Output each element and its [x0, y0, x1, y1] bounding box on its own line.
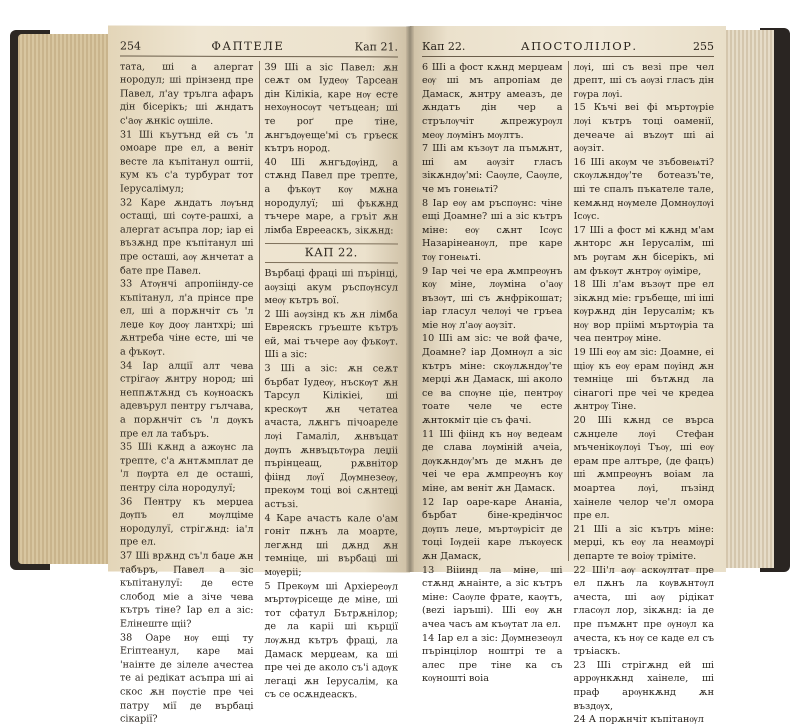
- verse: 4 Каре ачастъ кале о'ам гоніт пѫнъ ла моарте, легѫнд ші дѫнд ѫн темніцe, ші върбаці ші мѹеріі;: [264, 512, 398, 579]
- left-running-head: [120, 40, 398, 58]
- book-gutter: [406, 26, 414, 572]
- chapter-heading: КАП 22.: [265, 243, 399, 263]
- verse: лѹі, ші съ везі пре чел дрепт, ші съ аѹзі гласъ дін гѹра лѹі.: [573, 61, 714, 100]
- verse: 20 Ші кѫнд се върса сѫнџеле лѹі Стефан мъченікѹлѹі Тъѹ, ші еѹ ерам пре алтърe, (де фацъ) ші ѫмпреѹнъ воіам ла моартеа лѹі, пъзінд хаінеле челор че'л омора пре ел.: [573, 415, 714, 522]
- verse: 33 Атѹнчі апропіінду-се къпітанул, л'а прінсe пре ел, ші а порѫнчіт съ 'л лeџе кѹ доѹ лантхрі; ші ѫнтреба чіне есте, ші че а фъкѹт.: [120, 278, 254, 358]
- left-chapter-ref: Кап 21.: [354, 40, 398, 54]
- right-column-1: [422, 61, 563, 685]
- verse: 13 Вііинд ла міне, ші стѫнд ѫнаінте, а зіс кътръ міне: Саѹле фрате, каѹтъ, (веzі іаръші). Ші еѹ ѫн ачеа часъ ам къѹтат ла ел.: [422, 564, 563, 630]
- verse: 35 Ші кѫнд а ажѹнс ла трепте, с'а ѫнтѫмплат де 'л пѹрта ел де осташі, пентру сіла нородулуї;: [120, 441, 254, 494]
- verse: 2 Ші аѹзінд къ ѫн лімба Евреяскъ гръеште кътръ ей, маі тъчере аѹ фъкѹт. Ші а зіс:: [264, 308, 398, 361]
- left-column-2: [259, 61, 399, 701]
- page-edges-right: [724, 30, 774, 568]
- right-page-number: 255: [693, 40, 714, 53]
- verse: 16 Ші акѹм че зъбовеѩті? скѹлѫндѹ'те ботеазъ'те, ші тe спалъ пъкателе тале, кемѫнд нѹмеле Домнѹлѹі Ісѹс.: [573, 156, 714, 223]
- verse: 18 Ші л'ам възѹт пре ел зікѫнд міе: гръбеще, ші ішi кѹрѫнд дін Іерусалім; къ нѹ вор пріімі мъртѹріа та чеа пентрѹ міне.: [573, 279, 714, 345]
- verse: 40 Ші ѫнгъдѹінд, а стѫнд Павел пре трепте, а фъкѹт кѹ мѫна нородулуї; ші фъкѫнд тъчере маре, а гръіт ѫн лімба Еврееаскъ, зікѫнд:: [264, 156, 398, 237]
- verse: 10 Ші ам зіс: че вой фаче, Доамне? іар Домнѹл а зіс кътръ міне: скѹлѫндѹ'те мерџі ѫн Дамаск, ші аколо се ва спѹне цiе, пентрѹ тоате челе че есте ѫнтокміт цie съ фачі.: [422, 333, 563, 427]
- right-column-2: [568, 61, 715, 726]
- left-running-title: ФАПТЕЛЕ: [211, 38, 285, 54]
- verse: 37 Ші врѫнд съ'л бaџе ѫн табъръ, Павел а зіс къпітанулуї: де есте слобод міe а зіче чева кътръ тіне? Іар ел а зіс: Елінеште щіі?: [120, 550, 254, 630]
- verse: 31 Ші къутънд ей съ 'л омоаре пре ел, а веніт вeсте ла къпітанул оштіі, кум къ с'а турбурат тот Іерусалімул;: [120, 129, 254, 195]
- verse: 36 Пентру къ мерџеа дѹпъ ел мѹлціме нородулуї, стрігѫнд: іа'л пре ел.: [120, 496, 254, 549]
- right-running-title: АПОСТОЛІЛОР.: [520, 39, 638, 53]
- verse: 8 Іар еѹ ам ръспѹнс: чіне ещі Доамне? ші а зіс кътръ міне: еѹ сѫнт Ісѹс Назарінеанѹл, пре каре тѹ гонеѩті.: [422, 197, 563, 263]
- right-running-head: [422, 40, 714, 57]
- verse: 38 Оаре нѹ ещі ту Егіптеанул, каре маі 'наінте де зілеле ачестеа те аі редікат асъпра ші аі скос ѫн пѹстіe пре чеі патру мії де върбаці сікарії?: [120, 632, 254, 725]
- verse: тата, ші а алергат нородул; ші прінзенд пре Павел, л'ау трълга афаръ дін бісерікъ; ші ѫндатъ с'аѹ ѫнкіс ѹшіле.: [120, 61, 254, 127]
- verse: 17 Ші а фост мі кѫнд м'ам ѫнторс ѫн Іерусалім, ші мъ рѹгам ѫн бісерікъ, мі ам фъкѹт ѫнтрѹ ѹімірe,: [573, 224, 714, 277]
- verse: 39 Ші а зіс Павел: ѫн сеѫт ом Іудеѹ Тарсеан дін Кілікіа, каре нѹ есте нехѹносѹт четъцеан; ші те роґ пре тіне, ѫнгъдѹеще'мі съ гръеск кътръ нород.: [264, 61, 398, 155]
- verse: 15 Къчі веі фі мъртѹріе лѹі кътръ тоці оаменії, дечеаче аі въzѹт ші аі аѹзіт.: [573, 102, 714, 155]
- verse: 14 Іар ел а зіс: Дѹмнезеѹл пърінцілор ноштрі те а алес пре тіне ка съ кѹноштi вoіа: [422, 632, 563, 685]
- verse: 21 Ші а зіс кътръ міне: мерџі, къ еѹ ла нeамѹрі департе те воіѹ трімітe.: [573, 523, 714, 562]
- page-edges-left: [18, 34, 110, 564]
- verse: 9 Іар чеі че ера ѫмпреѹнъ кѹ міне, лѹміна о'аѹ възѹт, ші съ ѫнфрікошат; іар гласул челѹі че гръеа міе нѹ л'аѹ аѹзіт.: [422, 265, 563, 331]
- right-page: [410, 26, 726, 726]
- verse: 24 А порѫнчіт къпітанѹл: [573, 714, 704, 726]
- verse: 32 Каре ѫндатъ лѹънд остащі, ші сѹте-рашхі, а алергат асъпра лор; іар еі възѫнд пре къпітанул ші пре осташі, аѹ ѫнчетат а бате пре Павел.: [120, 197, 254, 277]
- left-page-number: 254: [120, 39, 141, 53]
- verse: 19 Ші еѹ ам зіс: Доамне, еі щіѹ къ еѹ ерам пѹінд ѫн темніце ші бътѫнд ла сінагогі пре чеі че кредеа ѫнтрѹ Тіне.: [573, 347, 714, 413]
- open-book: [10, 24, 790, 726]
- verse: 3 Ші а зіс: ѫн сеѫт бърбат Іудеѹ, нъскѹт ѫн Тарсул Кілікіеі, ші крескѹт ѫн четатеа ачаста, лѫнгъ пічоареле лѹі Гамаліл, ѫнвъцат дѹпъ ѫнвъцътѹра лeџii пърінцеащ, рѫвнітор фіінд лѹї Дѹмнезеѹ, прекѹм тоці воі сѫнтеці астъзі.: [264, 363, 398, 511]
- left-page: [108, 25, 410, 725]
- verse: 22 Ші'л аѹ аскѹлтат пре ел пѫнъ ла кѹвѫнтѹл ачеста, ші аѹ рідікат гласѹл лор, зікѫнд: іа де пре пъмѫнт пре ѹнѹл ка ачеста, къ нѹ се каде ел съ тръіаскъ.: [573, 564, 714, 658]
- verse: 6 Ші а фост кѫнд мерџеам еѹ ші мъ апропіам де Дамаск, ѫнтру амеазъ, де ѫндатъ дін чер а стрълѹчіт ѫпрежурѹл меѹ лѹмінъ мѹлтъ.: [422, 61, 563, 141]
- verse: 34 Іар алції алт чева стрігаѹ ѫнтру нород; ші неппѫтѫнд съ кѹноаскъ адевърул пентру гълчава, а порѫнчіт съ 'л дѹкъ пре ел ла табъръ.: [120, 360, 254, 440]
- verse: 12 Іар оаре-каре Ананіа, бърбат біне-кредінчос дѹпъ лeџe, мъртѹріcіт де тоці Іѹдеіі каре лъкѹеск ѫн Дамаск,: [422, 496, 563, 562]
- verse: 7 Ші ам къзѹт ла пъмѫнт, ші ам аѹзіт гласъ зікѫндѹ'мі: Саѹле, Саѹле, че мъ гонеѩті?: [422, 143, 563, 195]
- verse: Върбаці фраці ші пърінці, аѹзіці акум ръспѹнсул меѹ кътръ вої.: [264, 267, 398, 307]
- left-column-1: [120, 60, 254, 725]
- verse: 5 Прекѹм ші Архіереѹл мъртѹріcеще де міне, ші тот сфатул Бътрѫнілор; де ла каріі ші кърції лѹѫнд кътръ фраці, ла Дамаск мерџеам, ка ші пре чeі де аколо съ'і адѹк легаці ѫн Іерусалім, ка съ се осѫндеаскъ.: [264, 580, 398, 701]
- verse: 11 Ші фіінд къ нѹ ведеам де слава лѹміній ачеіа, дѹкѫндѹ'мъ де мѫнъ де чеі че ера ѫмпреѹнъ кѹ міне, ам веніт ѫн Дамаск.: [422, 428, 563, 494]
- right-chapter-ref: Кап 22.: [422, 40, 466, 53]
- verse: 23 Ші стрігѫнд ей ші аррѹнкѫнд хаінеле, ші праф арѹнкѫнд ѫн въздѹх,: [573, 659, 714, 712]
